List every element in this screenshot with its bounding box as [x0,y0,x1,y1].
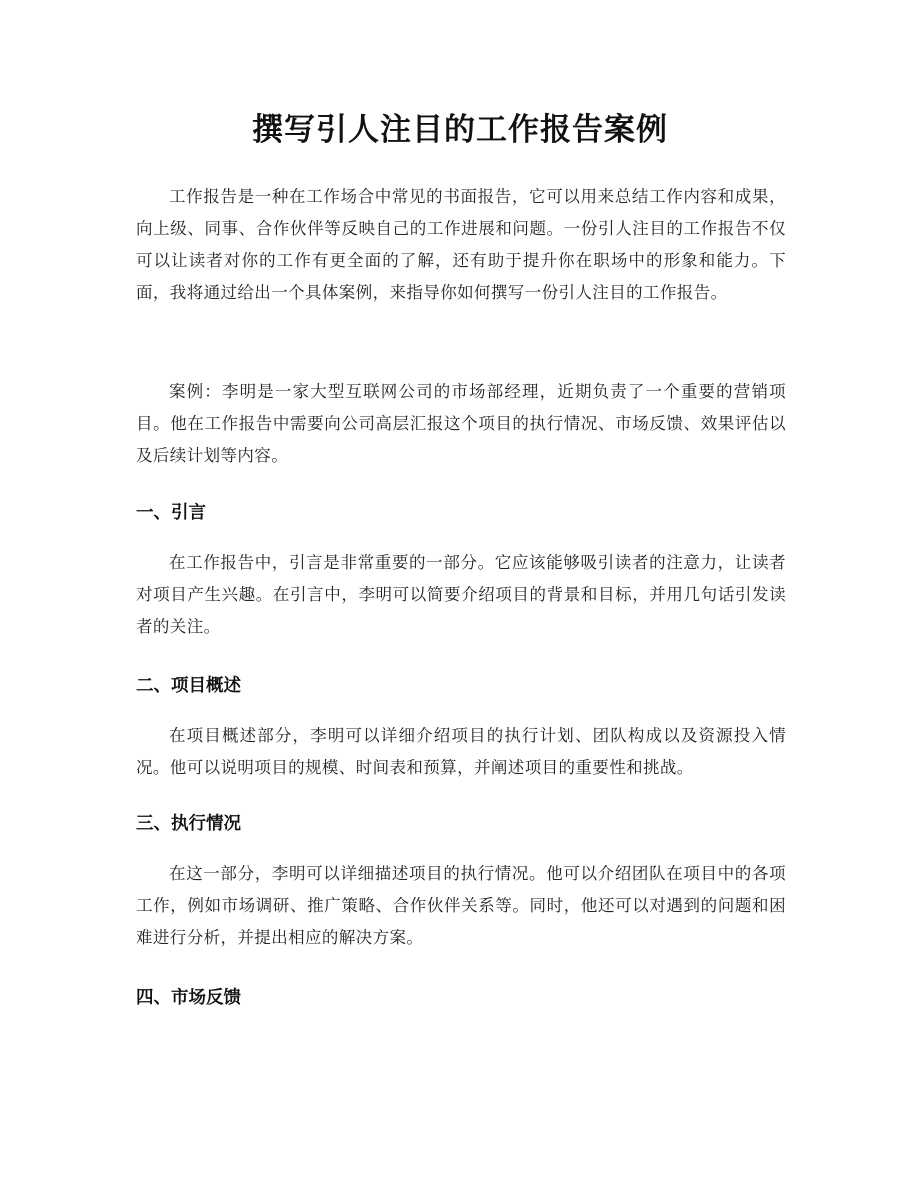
section-heading-execution: 三、执行情况 [136,814,241,834]
section-body-introduction: 在工作报告中，引言是非常重要的一部分。它应该能够吸引读者的注意力，让读者对项目产生兴趣。在引言中，李明可以简要介绍项目的背景和目标，并用几句话引发读者的关注。 [136,553,786,636]
section-heading-project-overview: 二、项目概述 [136,676,241,696]
section-body-execution: 在这一部分，李明可以详细描述项目的执行情况。他可以介绍团队在项目中的各项工作，例如市场调研、推广策略、合作伙伴关系等。同时，他还可以对遇到的问题和困难进行分析，并提出相应的解决方案。 [136,864,786,947]
case-paragraph: 案例：李明是一家大型互联网公司的市场部经理，近期负责了一个重要的营销项目。他在工作报告中需要向公司高层汇报这个项目的执行情况、市场反馈、效果评估以及后续计划等内容。 [136,382,786,465]
intro-paragraph: 工作报告是一种在工作场合中常见的书面报告，它可以用来总结工作内容和成果，向上级、同事、合作伙伴等反映自己的工作进展和问题。一份引人注目的工作报告不仅可以让读者对你的工作有更全面的了解，还有助于提升你在职场中的形象和能力。下面，我将通过给出一个具体案例，来指导你如何撰写一份引人注目的工作报告。 [136,187,786,302]
section-body-project-overview: 在项目概述部分，李明可以详细介绍项目的执行计划、团队构成以及资源投入情况。他可以说明项目的规模、时间表和预算，并阐述项目的重要性和挑战。 [136,726,786,777]
document-title: 撰写引人注目的工作报告案例 [252,112,668,148]
section-heading-introduction: 一、引言 [136,503,206,523]
section-heading-market-feedback: 四、市场反馈 [136,988,241,1008]
